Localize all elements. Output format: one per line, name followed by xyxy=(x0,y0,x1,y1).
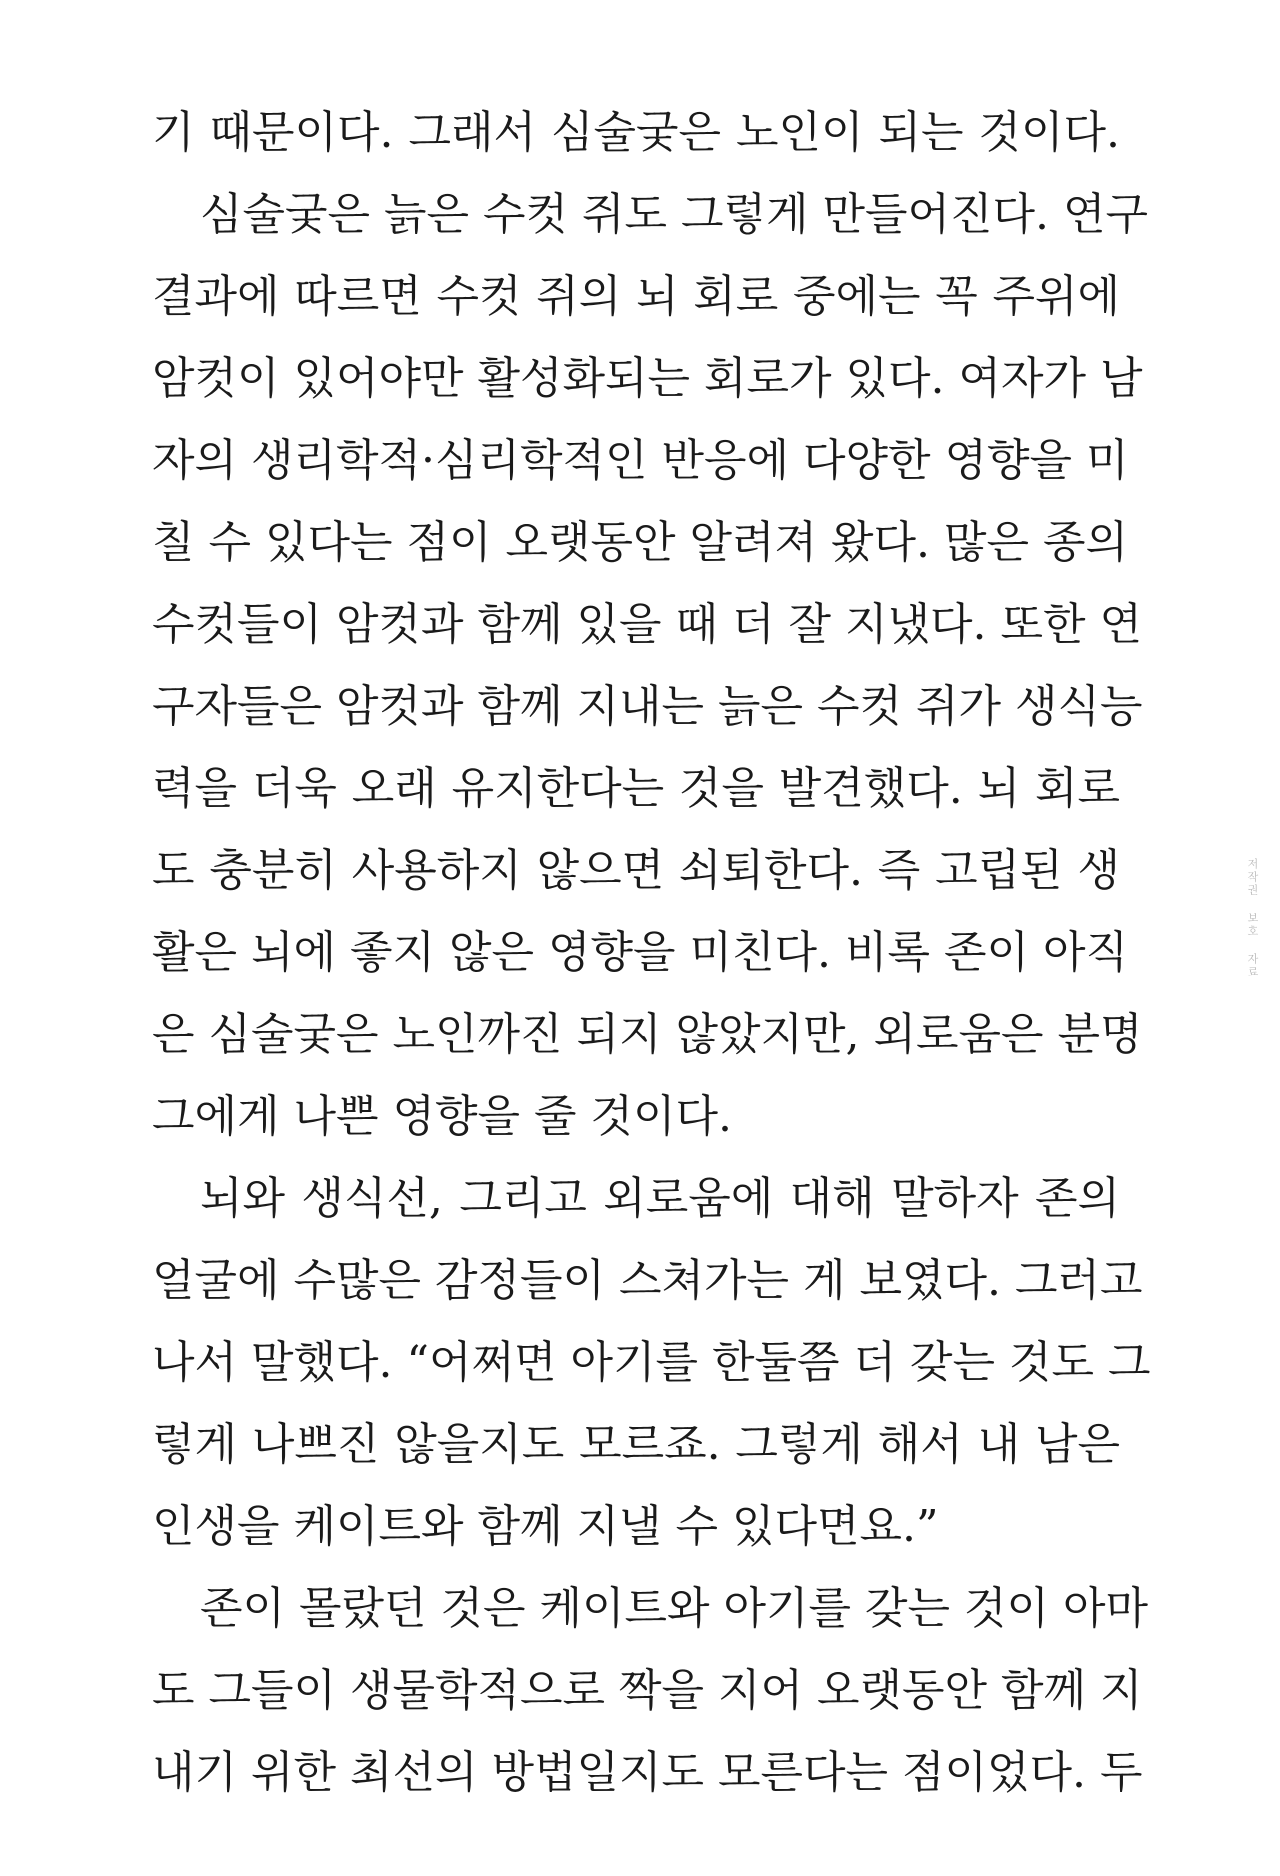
text-line: 결과에 따르면 수컷 쥐의 뇌 회로 중에는 꼭 주위에 xyxy=(152,271,1120,322)
copyright-watermark: 저작권 보호 자료 xyxy=(1246,858,1259,979)
text-line: 도 그들이 생물학적으로 짝을 지어 오랫동안 함께 지 xyxy=(152,1665,1143,1716)
text-line: 그에게 나쁜 영향을 줄 것이다. xyxy=(152,1091,732,1142)
text-line: 뇌와 생식선, 그리고 외로움에 대해 말하자 존의 xyxy=(200,1173,1120,1224)
text-line: 은 심술궂은 노인까진 되지 않았지만, 외로움은 분명 xyxy=(152,1009,1143,1060)
text-line: 칠 수 있다는 점이 오랫동안 알려져 왔다. 많은 종의 xyxy=(152,517,1128,568)
text-line: 수컷들이 암컷과 함께 있을 때 더 잘 지냈다. 또한 연 xyxy=(152,599,1142,650)
text-line: 심술궂은 늙은 수컷 쥐도 그렇게 만들어진다. 연구 xyxy=(200,189,1148,240)
text-line: 인생을 케이트와 함께 지낼 수 있다면요.” xyxy=(152,1501,939,1552)
text-line: 얼굴에 수많은 감정들이 스쳐가는 게 보였다. 그러고 xyxy=(152,1255,1143,1306)
text-line: 내기 위한 최선의 방법일지도 모른다는 점이었다. 두 xyxy=(152,1747,1143,1798)
text-line: 렇게 나쁘진 않을지도 모르죠. 그렇게 해서 내 남은 xyxy=(152,1419,1120,1470)
text-line: 암컷이 있어야만 활성화되는 회로가 있다. 여자가 남 xyxy=(152,353,1143,404)
text-line: 도 충분히 사용하지 않으면 쇠퇴한다. 즉 고립된 생 xyxy=(152,845,1120,896)
text-line: 기 때문이다. 그래서 심술궂은 노인이 되는 것이다. xyxy=(152,107,1120,158)
text-line: 나서 말했다. “어쩌면 아기를 한둘쯤 더 갖는 것도 그 xyxy=(152,1337,1151,1388)
text-line: 활은 뇌에 좋지 않은 영향을 미친다. 비록 존이 아직 xyxy=(152,927,1128,978)
text-line: 존이 몰랐던 것은 케이트와 아기를 갖는 것이 아마 xyxy=(200,1583,1148,1634)
text-line: 력을 더욱 오래 유지한다는 것을 발견했다. 뇌 회로 xyxy=(152,763,1120,814)
text-line: 자의 생리학적·심리학적인 반응에 다양한 영향을 미 xyxy=(152,435,1129,486)
body-text xyxy=(152,92,1151,1814)
text-line: 구자들은 암컷과 함께 지내는 늙은 수컷 쥐가 생식능 xyxy=(152,681,1143,732)
